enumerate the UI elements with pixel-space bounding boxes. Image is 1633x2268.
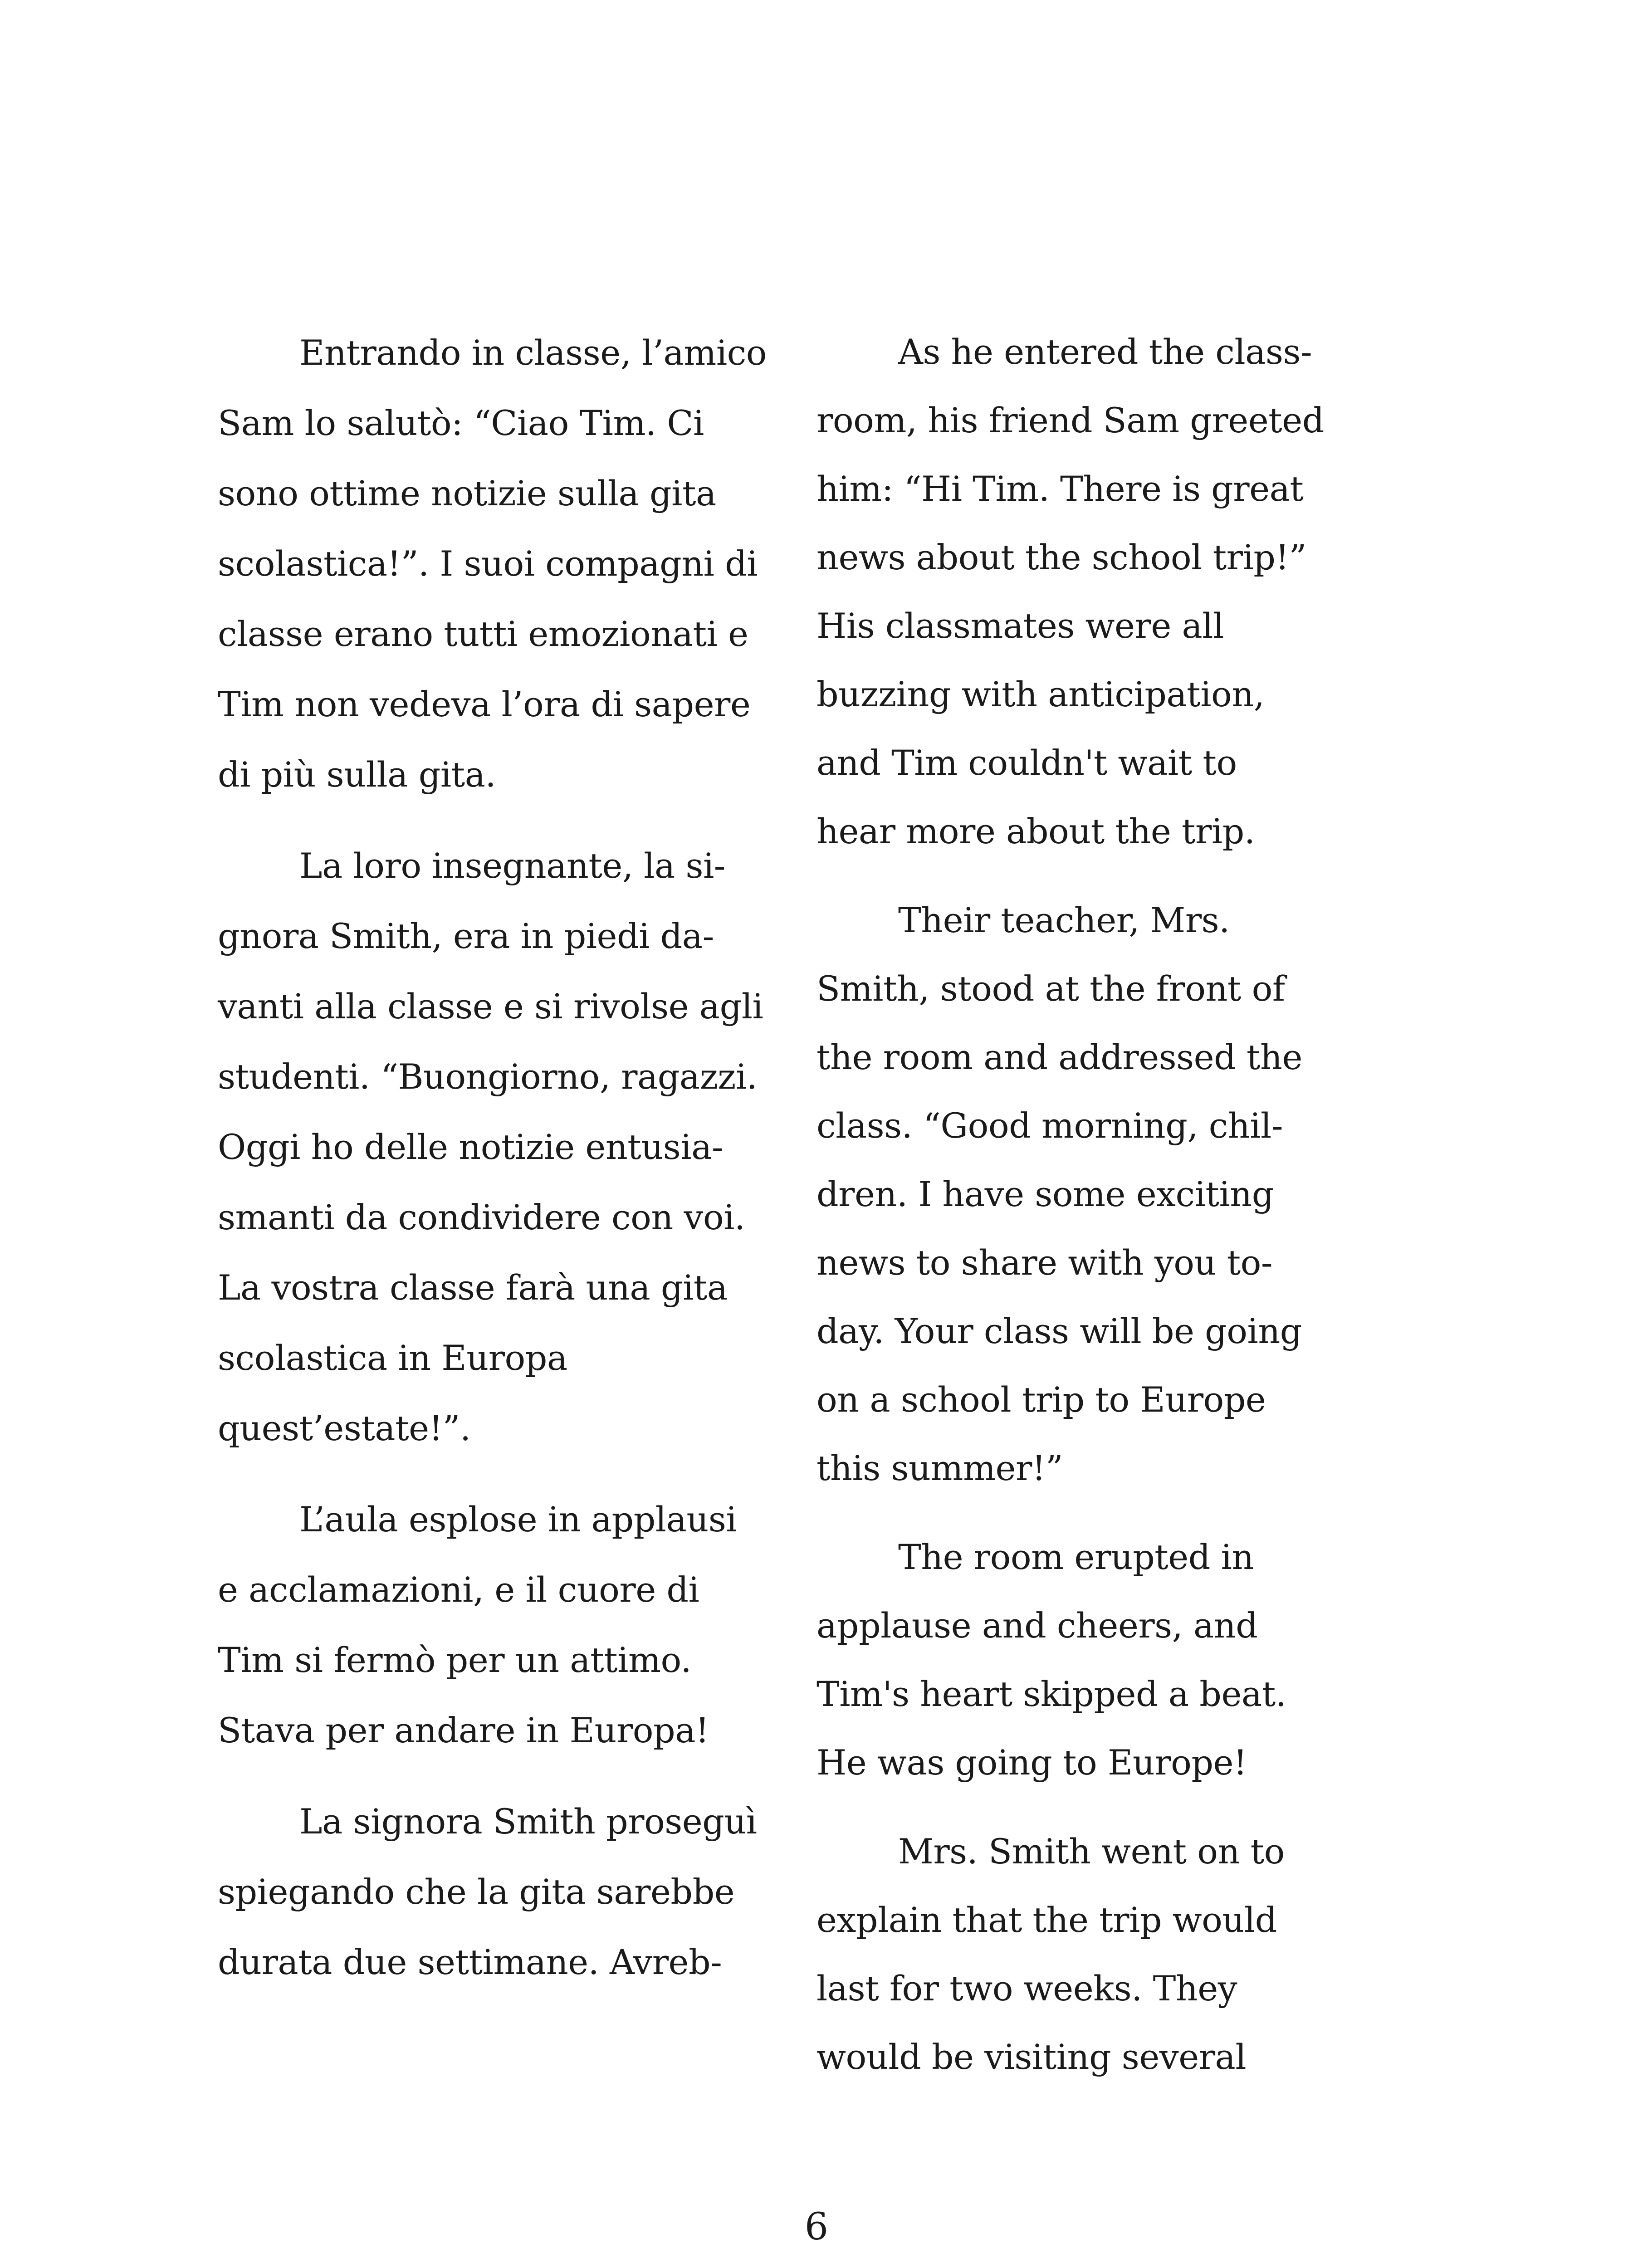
english-paragraph-2: Their teacher, Mrs. Smith, stood at the front of the room and addressed the class. “Good morning, chil- dren. I have some exciting news to share with you to- day. Your class will be going on a school trip to Europe this summer!” [816,900,1302,1488]
italian-paragraph-1: Entrando in classe, l’amico Sam lo salutò: “Ciao Tim. Ci sono ottime notizie sulla gita scolastica!”. I suoi compagni di classe erano tutti emozionati e Tim non vedeva l’ora di sapere di più sulla gita. [218,332,767,795]
english-paragraph-3: The room erupted in applause and cheers, and Tim's heart skipped a beat. He was going to Europe! [816,1537,1286,1783]
english-paragraph-1: As he entered the class- room, his friend Sam greeted him: “Hi Tim. There is great news about the school trip!” His classmates were all buzzing with anticipation, and Tim couldn't wait to hear more about the trip. [816,332,1324,851]
english-column [816,318,1365,2112]
italian-paragraph-2: La loro insegnante, la si- gnora Smith, era in piedi da- vanti alla classe e si rivolse agli studenti. “Buongiorno, ragazzi. Oggi ho delle notizie entusia- smanti da condividere con voi. La vostra classe farà una gita scolastica in Europa quest’estate!”. [218,846,763,1448]
italian-paragraph-4: La signora Smith proseguì spiegando che la gita sarebbe durata due settimane. Avreb- [218,1801,757,1982]
italian-column [218,318,767,2018]
page-number: 6 [804,2205,829,2248]
italian-paragraph-3: L’aula esplose in applausi e acclamazioni, e il cuore di Tim si fermò per un attimo. Stava per andare in Europa! [218,1499,737,1750]
english-paragraph-4: Mrs. Smith went on to explain that the trip would last for two weeks. They would be visiting several [816,1831,1285,2077]
